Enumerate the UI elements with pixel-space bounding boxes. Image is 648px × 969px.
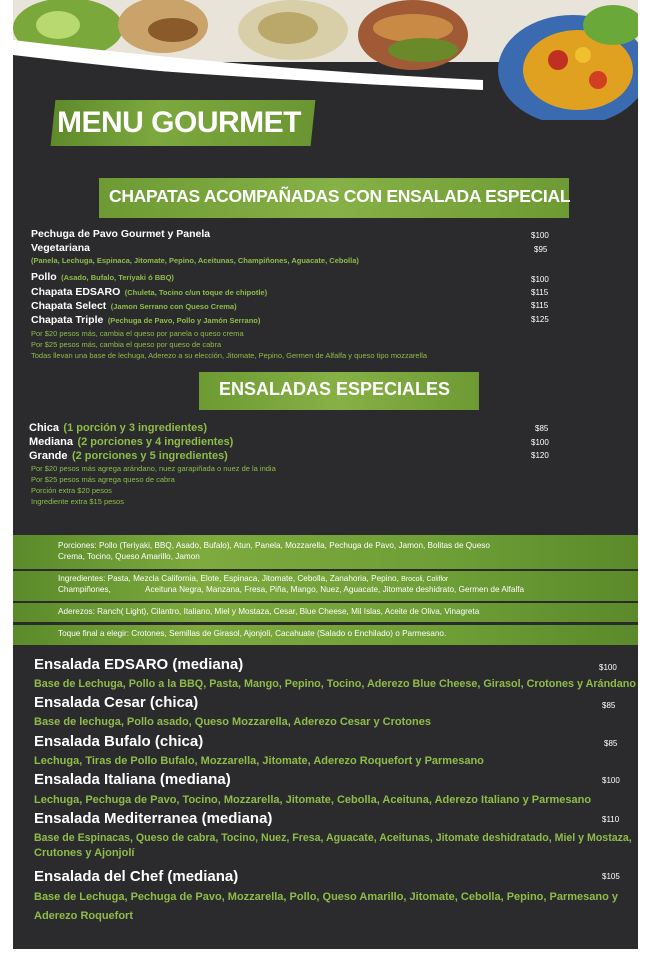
chapata-item-price: $95 (534, 245, 548, 254)
chapata-item-desc: (Asado, Bufalo, Teriyaki ó BBQ) (61, 273, 174, 282)
ingredientes-text-2a: Champiñones, (58, 585, 111, 594)
ingredientes-main: Ingredientes: Pasta, Mezcla California, Elote, Espinaca, Jitomate, Cebolla, Zanahoria, Pepino, (58, 574, 399, 583)
chapata-item-name: Chapata Select (31, 300, 107, 312)
chapata-item-desc: (Chuleta, Tocino c/un toque de chipotle) (124, 288, 268, 297)
ingredientes-text (58, 574, 448, 583)
aderezos-text: Aderezos: Ranch( Light), Cilantro, Italiano, Miel y Mostaza, Cesar, Blue Cheese, Mil Islas, Aceite de Oliva, Vinagreta (58, 607, 480, 616)
chapata-note: Todas llevan una base de lechuga, Aderezo a su elección, Jitomate, Pepino, Germen de Alfalfa y queso tipo mozzarella (31, 351, 428, 360)
salad-name: Ensalada Mediterranea (mediana) (34, 810, 273, 827)
ensalada-size-name: Mediana (29, 436, 74, 448)
chapatas-heading: CHAPATAS ACOMPAÑADAS CON ENSALADA ESPECIAL (109, 186, 571, 206)
salad-desc-2: Crutones y Ajonjolí (34, 847, 135, 859)
chapata-item-desc: (Pechuga de Pavo, Pollo y Jamón Serrano) (107, 316, 261, 325)
ensalada-size-price: $120 (531, 451, 549, 460)
salad-name: Ensalada del Chef (mediana) (34, 868, 239, 885)
chapata-item-name: Pechuga de Pavo Gourmet y Panela (31, 228, 211, 240)
chapata-note: Por $25 pesos más, cambia el queso por queso de cabra (31, 340, 222, 349)
chapata-item-name: Chapata Triple (31, 314, 104, 326)
chapata-item-desc: (Panela, Lechuga, Espinaca, Jitomate, Pepino, Aceitunas, Champiñones, Aguacate, Cebolla) (31, 256, 359, 265)
ensalada-size-desc: (1 porción y 3 ingredientes) (63, 422, 208, 434)
salad-price: $105 (602, 872, 620, 881)
ensalada-note: Por $20 pesos más agrega arándano, nuez garapiñada o nuez de la india (31, 464, 276, 473)
ensalada-note: Por $25 pesos más agrega queso de cabra (31, 475, 175, 484)
ensalada-size-price: $85 (535, 424, 549, 433)
salad-desc: Lechuga, Pechuga de Pavo, Tocino, Mozzarella, Jitomate, Cebolla, Aceituna, Aderezo Italiano y Parmesano (34, 794, 592, 806)
page-title: MENU GOURMET (57, 106, 301, 139)
salad-price: $85 (604, 739, 618, 748)
ensalada-size-desc: (2 porciones y 4 ingredientes) (77, 436, 234, 448)
ensalada-size (29, 446, 228, 464)
menu-page (13, 0, 638, 949)
salad-desc: Base de Espinacas, Queso de cabra, Tocino, Nuez, Fresa, Aguacate, Aceitunas, Jitomate deshidratado, Miel y Mostaza, (34, 832, 632, 844)
salad-price: $100 (599, 663, 617, 672)
salad-desc-2: Aderezo Roquefort (34, 910, 133, 922)
ensalada-note: Ingrediente extra $15 pesos (31, 497, 124, 506)
ensalada-size-name: Grande (29, 450, 68, 462)
chapata-item-name: Pollo (31, 271, 57, 283)
salad-price: $110 (602, 815, 620, 824)
salad-name: Ensalada Bufalo (chica) (34, 733, 204, 750)
salad-price: $85 (602, 701, 616, 710)
salad-name: Ensalada EDSARO (mediana) (34, 656, 244, 673)
salad-desc: Base de lechuga, Pollo asado, Queso Mozzarella, Aderezo Cesar y Crotones (34, 716, 431, 728)
chapata-item-price: $115 (531, 288, 549, 297)
chapata-item-desc: (Jamon Serrano con Queso Crema) (110, 302, 237, 311)
porciones-text: Porciones: Pollo (Teriyaki, BBQ, Asado, Bufalo), Atun, Panela, Mozzarella, Pechuga de Pavo, Jamon, Bolitas de Queso (58, 541, 490, 550)
chapata-note: Por $20 pesos más, cambia el queso por panela o queso crema (31, 329, 244, 338)
salad-desc: Base de Lechuga, Pollo a la BBQ, Pasta, Mango, Pepino, Tocino, Aderezo Blue Cheese, Girasol, Crotones y Arándano (34, 678, 636, 690)
salad-name: Ensalada Italiana (mediana) (34, 771, 231, 788)
toque-text: Toque final a elegir: Crotones, Semillas de Girasol, Ajonjolí, Cacahuate (Salado o Enchilado) o Parmesano. (58, 629, 447, 638)
ensalada-note: Porción extra $20 pesos (31, 486, 112, 495)
salad-price: $100 (602, 776, 620, 785)
ingredientes-text-2b: Aceituna Negra, Manzana, Fresa, Piña, Mango, Nuez, Aguacate, Jitomate deshidrato, Germen de Alfalfa (145, 585, 525, 594)
chapata-item-price: $115 (531, 301, 549, 310)
porciones-text-2: Crema, Tocino, Queso Amarillo, Jamon (58, 552, 200, 561)
salad-desc: Lechuga, Tiras de Pollo Bufalo, Mozzarella, Jitomate, Aderezo Roquefort y Parmesano (34, 755, 484, 767)
salad-desc: Base de Lechuga, Pechuga de Pavo, Mozzarella, Pollo, Queso Amarillo, Jitomate, Cebolla, Pepino, Parmesano y (34, 891, 618, 903)
chapata-item-name: Vegetariana (31, 242, 90, 254)
chapata-item-name: Chapata EDSARO (31, 286, 121, 298)
salad-name: Ensalada Cesar (chica) (34, 694, 199, 711)
ensalada-size-name: Chica (29, 422, 59, 434)
ensalada-size-desc: (2 porciones y 5 ingredientes) (71, 450, 228, 462)
chapata-item-price: $100 (531, 231, 549, 240)
chapata-item-price: $125 (531, 315, 549, 324)
ensaladas-heading: ENSALADAS ESPECIALES (219, 379, 451, 399)
ingredientes-small: Brocoli, Coliflor (401, 576, 449, 583)
ensalada-size-price: $100 (531, 438, 549, 447)
chapata-item-price: $100 (531, 275, 549, 284)
chapata-item (31, 310, 260, 328)
